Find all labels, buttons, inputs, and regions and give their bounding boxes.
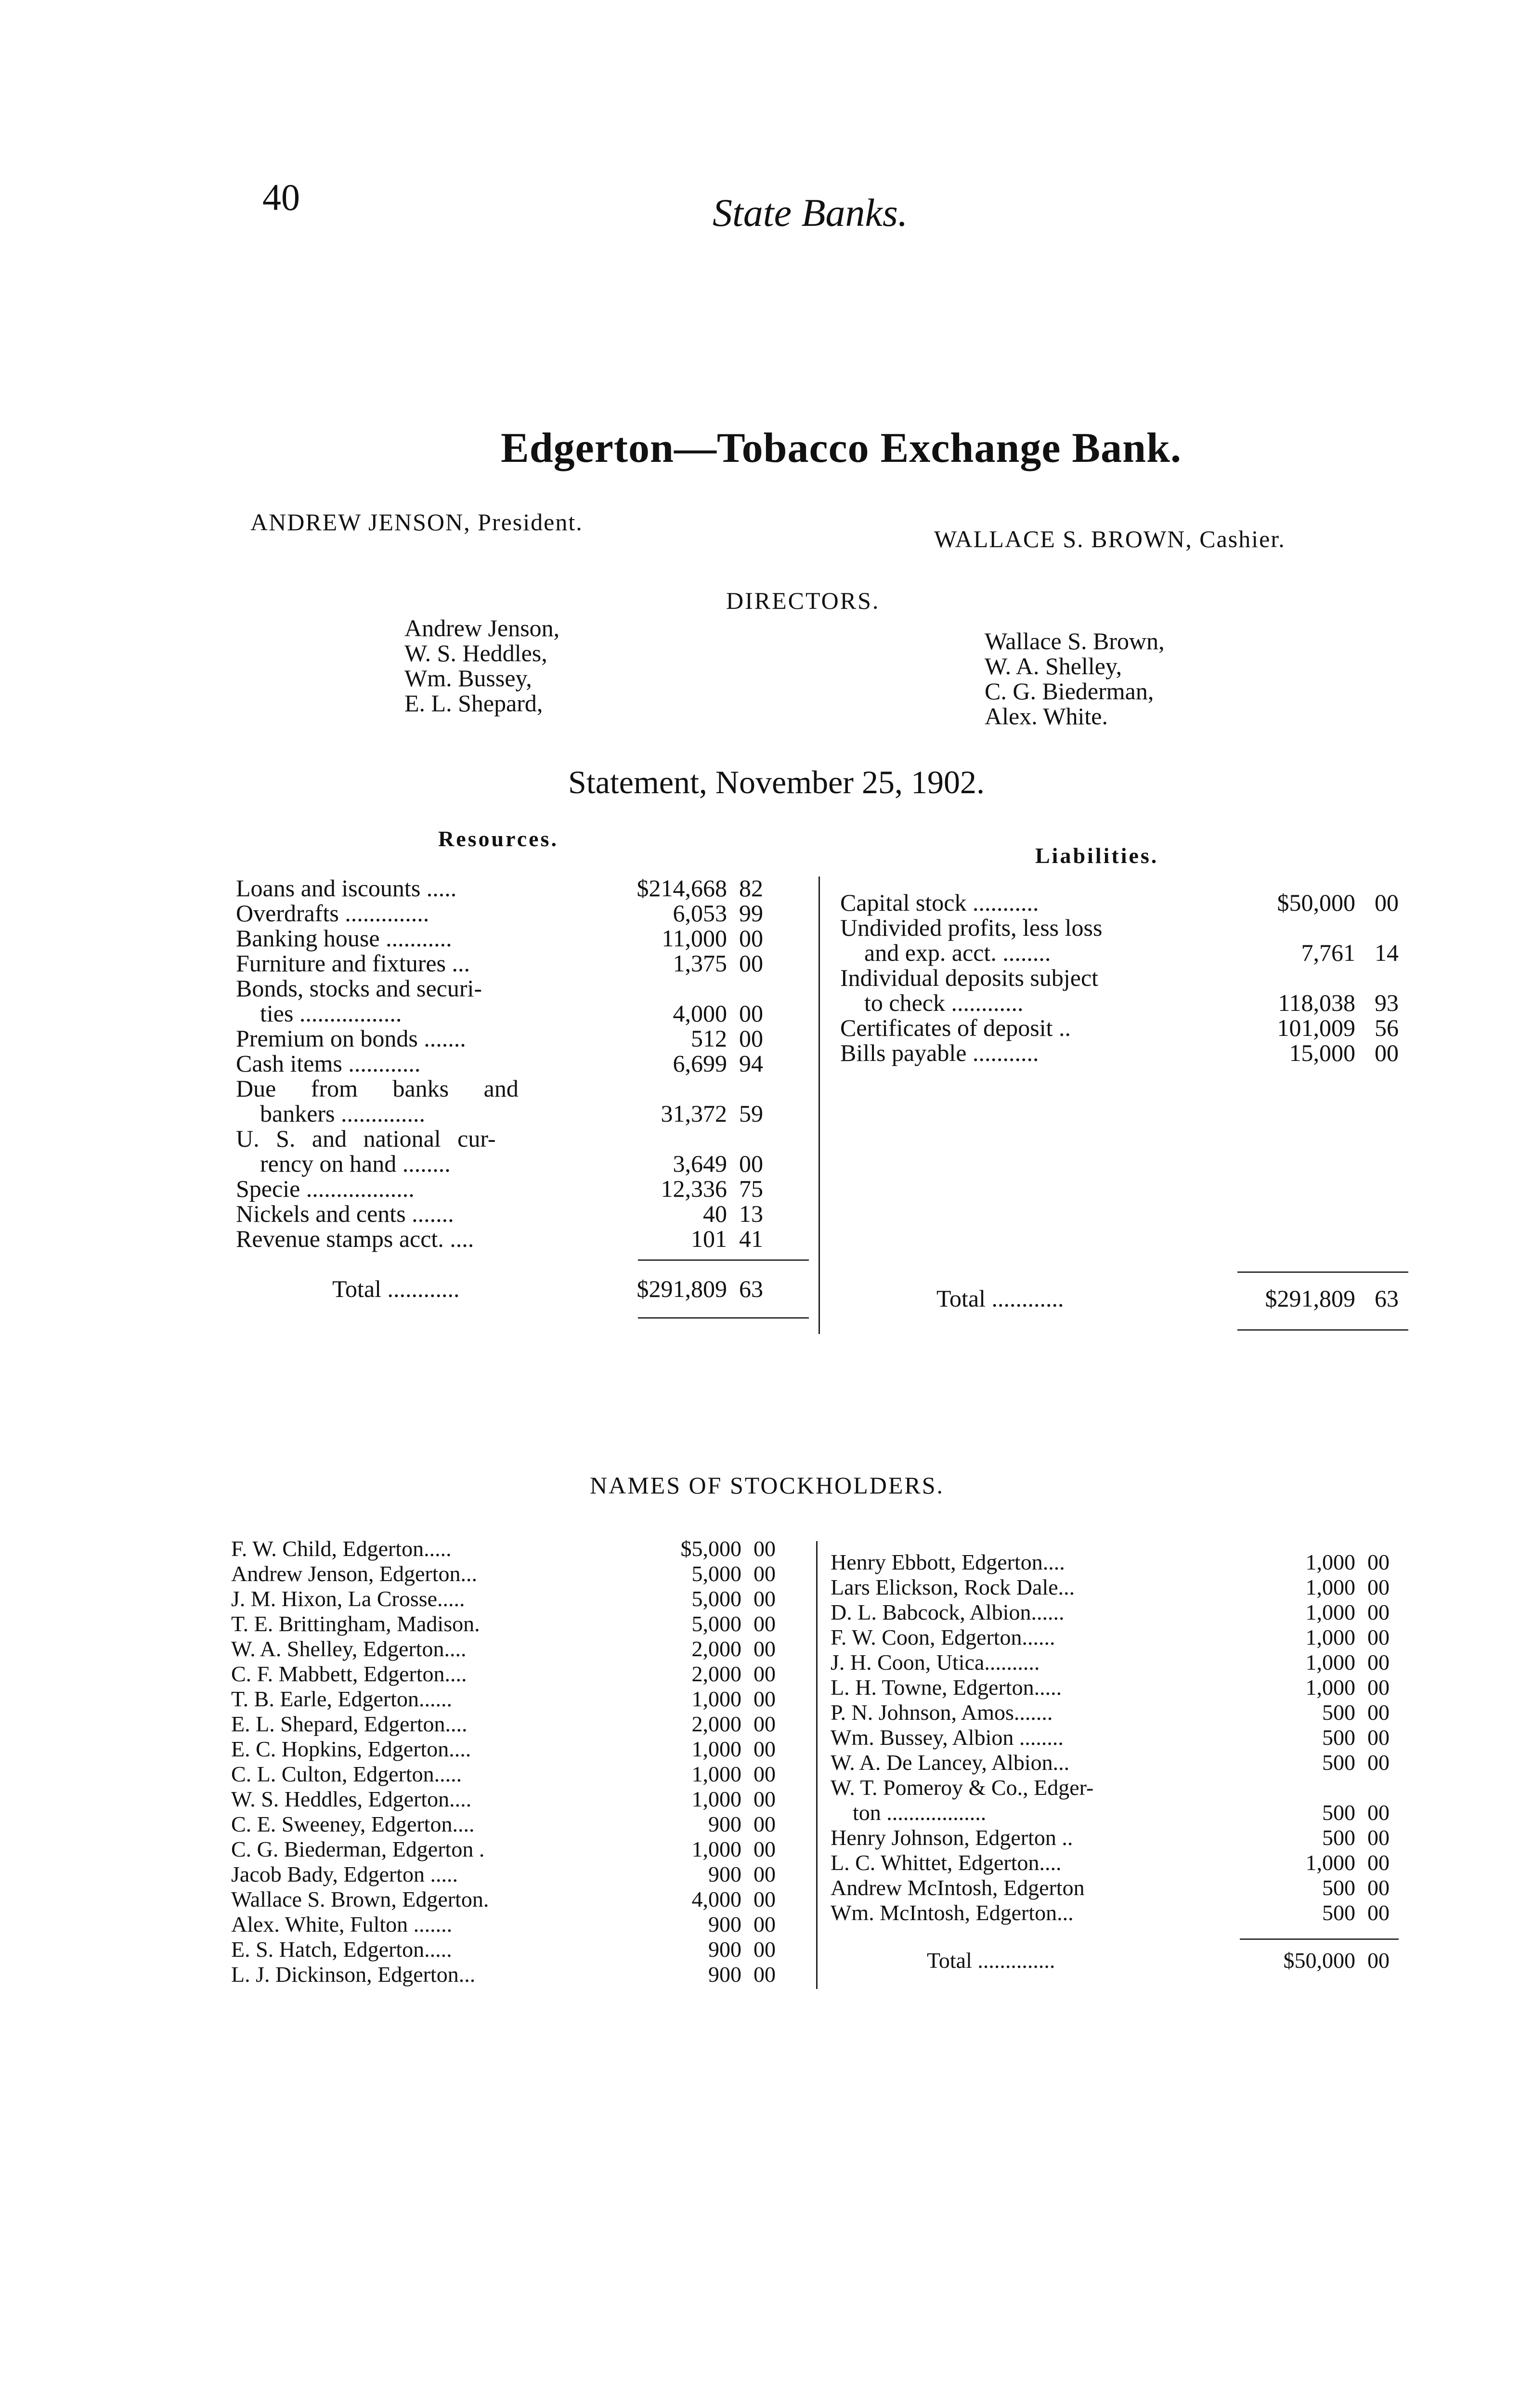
stockholder-cents: 00 [1367,1825,1390,1850]
resources-total-rule [638,1259,809,1261]
liabilities-label: Bills payable ........... [840,1039,1039,1066]
stockholder-cents: 00 [1367,1875,1390,1900]
director-name: C. G. Biederman, [985,678,1154,705]
resources-label: Nickels and cents ....... [236,1200,454,1227]
resources-label: Bonds, stocks and securi- [236,975,482,1002]
stockholder-row [831,1800,1423,1825]
stockholder-cents: 00 [754,1636,776,1661]
liabilities-amount: 101,009 [1277,1014,1355,1041]
stockholder-name: Alex. White, Fulton ....... [231,1912,453,1937]
stockholder-name: E. C. Hopkins, Edgerton.... [231,1737,471,1761]
stockholder-row [831,1850,1423,1875]
director-name: Wm. Bussey, [404,665,532,692]
stockholder-cents: 00 [754,1611,776,1636]
resources-row [236,1151,814,1176]
stockholder-row [231,1611,814,1636]
stockholder-name: W. A. De Lancey, Albion... [831,1750,1070,1775]
stockholder-row [231,1762,814,1787]
liabilities-label: Certificates of deposit .. [840,1014,1071,1041]
liabilities-row [840,915,1423,940]
stockholder-row [231,1586,814,1611]
stockholder-cents: 00 [1367,1800,1390,1825]
stockholder-row [831,1725,1423,1750]
resources-amount: 6,699 [673,1050,727,1077]
liabilities-cents: 00 [1375,889,1399,916]
resources-amount: $214,668 [637,875,727,902]
resources-total-amount: $291,809 [637,1275,727,1302]
liabilities-row [840,990,1423,1015]
resources-heading: Resources. [438,826,559,851]
stockholder-name: Henry Johnson, Edgerton .. [831,1825,1073,1850]
stockholder-amount: 1,000 [1305,1650,1355,1675]
stockholder-amount: 1,000 [1305,1550,1355,1574]
stockholders-total-rule [1240,1938,1399,1940]
stockholder-name: C. L. Culton, Edgerton..... [231,1762,462,1786]
stockholder-amount: 500 [1322,1700,1355,1725]
stockholders-total-amount: $50,000 [1283,1948,1355,1973]
stockholder-row [831,1625,1423,1650]
stockholder-row [831,1825,1423,1850]
president-line: ANDREW JENSON, President. [250,509,583,536]
resources-label: ties ................. [236,1000,402,1027]
stockholder-cents: 00 [1367,1575,1390,1599]
stockholder-name: Wm. Bussey, Albion ........ [831,1725,1064,1750]
directors-right-column [985,628,1165,729]
resources-row [236,926,814,951]
stockholder-cents: 00 [754,1586,776,1611]
running-head: State Banks. [713,191,908,235]
stockholder-name: Henry Ebbott, Edgerton.... [831,1550,1065,1574]
stockholder-row [231,1561,814,1586]
director-name: Andrew Jenson, [404,615,560,641]
stockholder-amount: 1,000 [691,1837,741,1861]
stockholder-amount: 2,000 [691,1636,741,1661]
stockholder-row [831,1675,1423,1700]
liabilities-amount: 15,000 [1289,1039,1355,1066]
liabilities-cents: 93 [1375,989,1399,1016]
stockholder-row [831,1600,1423,1625]
resources-row [236,1026,814,1051]
liabilities-amount: 7,761 [1301,939,1355,966]
stockholder-cents: 00 [1367,1725,1390,1750]
stockholder-row [231,1536,814,1561]
resources-label: Premium on bonds ....... [236,1025,466,1052]
stockholder-amount: 4,000 [691,1887,741,1911]
stockholder-name: Andrew Jenson, Edgerton... [231,1561,478,1586]
stockholder-name: C. G. Biederman, Edgerton . [231,1837,485,1861]
stockholder-name: T. E. Brittingham, Madison. [231,1611,480,1636]
stockholder-amount: 1,000 [1305,1675,1355,1700]
director-name: W. A. Shelley, [985,653,1122,680]
stockholder-name: W. T. Pomeroy & Co., Edger- [831,1775,1094,1800]
stockholder-row [831,1575,1423,1600]
resources-row [236,876,814,901]
stockholder-amount: 900 [708,1962,741,1987]
stockholder-row [831,1900,1423,1925]
resources-label: Banking house ........... [236,925,452,952]
liabilities-heading: Liabilities. [1035,843,1159,868]
resources-cents: 94 [739,1050,763,1077]
stockholders-total-label: Total .............. [927,1948,1055,1973]
stockholder-amount: 5,000 [691,1611,741,1636]
resources-amount: 101 [691,1225,727,1252]
stockholder-cents: 00 [754,1912,776,1937]
stockholder-amount: 900 [708,1912,741,1937]
resources-row [236,1051,814,1076]
stockholder-amount: 900 [708,1812,741,1836]
liabilities-cents: 14 [1375,939,1399,966]
director-name: Wallace S. Brown, [985,628,1165,654]
resources-label: Loans and iscounts ..... [236,875,457,902]
resources-row [236,951,814,976]
liabilities-cents: 00 [1375,1039,1399,1066]
resources-cents: 00 [739,925,763,952]
stockholder-row [231,1912,814,1937]
resources-amount: 12,336 [661,1175,727,1202]
stockholder-amount: 900 [708,1862,741,1886]
stockholder-amount: 500 [1322,1825,1355,1850]
stockholder-name: W. A. Shelley, Edgerton.... [231,1636,467,1661]
resources-label: Revenue stamps acct. .... [236,1225,474,1252]
stockholder-row [231,1687,814,1712]
stockholder-amount: 1,000 [1305,1600,1355,1624]
stockholder-row [231,1787,814,1812]
stockholder-cents: 00 [1367,1900,1390,1925]
stockholder-name: E. L. Shepard, Edgerton.... [231,1712,468,1736]
resources-amount: 6,053 [673,900,727,927]
stockholder-row [231,1737,814,1762]
stockholder-name: D. L. Babcock, Albion...... [831,1600,1065,1624]
stockholder-amount: 5,000 [691,1586,741,1611]
directors-heading: DIRECTORS. [726,587,880,614]
resources-label: Furniture and fixtures ... [236,950,470,977]
stockholder-cents: 00 [1367,1650,1390,1675]
stockholder-amount: 1,000 [691,1687,741,1711]
stockholder-name: Lars Elickson, Rock Dale... [831,1575,1075,1599]
stockholder-amount: $5,000 [680,1536,741,1561]
stockholders-total-row [831,1948,1423,1973]
stockholder-name: J. H. Coon, Utica.......... [831,1650,1040,1675]
director-name: E. L. Shepard, [404,690,543,717]
stockholder-amount: 500 [1322,1875,1355,1900]
liabilities-total-rule [1237,1271,1408,1273]
stockholder-cents: 00 [754,1937,776,1962]
stockholder-cents: 00 [1367,1550,1390,1574]
stockholders-total-cents: 00 [1367,1948,1390,1973]
resources-amount: 1,375 [673,950,727,977]
stockholder-row [831,1550,1423,1575]
stockholder-amount: 1,000 [691,1787,741,1811]
director-name: W. S. Heddles, [404,640,547,667]
resources-label: rency on hand ........ [236,1150,451,1177]
stockholder-name: T. B. Earle, Edgerton...... [231,1687,453,1711]
liabilities-amount: 118,038 [1278,989,1355,1016]
resources-row [236,1076,814,1101]
stockholder-amount: 2,000 [691,1712,741,1736]
liabilities-label: Undivided profits, less loss [840,914,1103,941]
resources-label: U. S. and national cur- [236,1125,496,1152]
stockholder-name: L. J. Dickinson, Edgerton... [231,1962,476,1987]
stockholder-amount: 5,000 [691,1561,741,1586]
stockholder-cents: 00 [754,1687,776,1711]
stockholder-row [231,1862,814,1887]
resources-amount: 11,000 [662,925,727,952]
stockholder-cents: 00 [754,1962,776,1987]
stockholder-cents: 00 [754,1812,776,1836]
liabilities-total-amount: $291,809 [1265,1285,1355,1312]
stockholder-amount: 1,000 [1305,1625,1355,1649]
stockholder-amount: 900 [708,1937,741,1962]
stockholder-row [231,1962,814,1987]
stockholder-row [831,1700,1423,1725]
resources-total-underline [638,1317,809,1319]
stockholder-cents: 00 [1367,1750,1390,1775]
stockholder-amount: 500 [1322,1750,1355,1775]
resources-row [236,1226,814,1251]
liabilities-label: and exp. acct. ........ [840,939,1051,966]
stockholder-row [831,1650,1423,1675]
resources-row [236,1201,814,1226]
resources-label: bankers .............. [236,1100,425,1127]
stockholder-row [231,1636,814,1662]
stockholder-cents: 00 [754,1737,776,1761]
stockholder-row [231,1712,814,1737]
stockholder-cents: 00 [754,1887,776,1911]
stockholder-amount: 2,000 [691,1662,741,1686]
stockholder-name: P. N. Johnson, Amos....... [831,1700,1053,1725]
stockholders-column-divider [816,1541,818,1989]
stockholder-cents: 00 [754,1536,776,1561]
resources-total-label: Total ............ [332,1275,460,1302]
stockholder-row [231,1812,814,1837]
stockholder-row [231,1887,814,1912]
stockholder-cents: 00 [1367,1675,1390,1700]
stockholder-name: Wallace S. Brown, Edgerton. [231,1887,489,1911]
resources-total-row [236,1276,814,1301]
resources-cents: 00 [739,1025,763,1052]
resources-amount: 512 [691,1025,727,1052]
bank-title: Edgerton—Tobacco Exchange Bank. [501,425,1182,471]
stockholder-row [831,1775,1423,1800]
stockholder-cents: 00 [1367,1850,1390,1875]
stockholder-name: Jacob Bady, Edgerton ..... [231,1862,458,1886]
stockholder-amount: 500 [1322,1900,1355,1925]
resources-amount: 31,372 [661,1100,727,1127]
resources-cents: 00 [739,1000,763,1027]
resources-cents: 82 [739,875,763,902]
stockholder-name: L. H. Towne, Edgerton..... [831,1675,1062,1700]
resources-cents: 75 [739,1175,763,1202]
resources-row [236,1101,814,1126]
stockholder-cents: 00 [1367,1600,1390,1624]
liabilities-total-cents: 63 [1375,1285,1399,1312]
stockholder-name: E. S. Hatch, Edgerton..... [231,1937,452,1962]
stockholder-row [831,1750,1423,1775]
resources-label: Due from banks and [236,1075,519,1102]
liabilities-amount: $50,000 [1277,889,1355,916]
stockholder-cents: 00 [754,1712,776,1736]
liabilities-row [840,1015,1423,1040]
stockholder-amount: 1,000 [691,1737,741,1761]
stockholder-amount: 500 [1322,1800,1355,1825]
statement-title: Statement, November 25, 1902. [568,764,985,800]
stockholder-name: ton .................. [831,1800,987,1825]
stockholder-name: Andrew McIntosh, Edgerton [831,1875,1085,1900]
stockholder-amount: 1,000 [691,1762,741,1786]
stockholder-name: Wm. McIntosh, Edgerton... [831,1900,1074,1925]
resources-row [236,1126,814,1151]
resources-row [236,1001,814,1026]
resources-total-cents: 63 [739,1275,763,1302]
liabilities-label: Capital stock ........... [840,889,1039,916]
stockholder-name: J. M. Hixon, La Crosse..... [231,1586,465,1611]
resources-amount: 40 [703,1200,727,1227]
resources-cents: 00 [739,950,763,977]
resources-cents: 41 [739,1225,763,1252]
liabilities-row [840,940,1423,965]
resources-cents: 00 [739,1150,763,1177]
stockholder-name: C. E. Sweeney, Edgerton.... [231,1812,475,1836]
liabilities-total-label: Total ............ [936,1285,1064,1312]
stockholders-heading: NAMES OF STOCKHOLDERS. [590,1472,945,1499]
cashier-line: WALLACE S. BROWN, Cashier. [934,525,1286,552]
resources-row [236,901,814,926]
stockholder-cents: 00 [754,1762,776,1786]
resources-label: Cash items ............ [236,1050,421,1077]
stockholder-amount: 1,000 [1305,1575,1355,1599]
resources-cents: 59 [739,1100,763,1127]
directors-left-column [404,615,559,716]
resources-label: Specie .................. [236,1175,415,1202]
resources-amount: 4,000 [673,1000,727,1027]
stockholder-cents: 00 [1367,1625,1390,1649]
liabilities-row [840,1040,1423,1065]
stockholder-row [231,1662,814,1687]
liabilities-row [840,890,1423,915]
stockholder-name: L. C. Whittet, Edgerton.... [831,1850,1062,1875]
director-name: Alex. White. [985,703,1108,730]
statement-column-divider [818,877,820,1334]
stockholder-name: F. W. Child, Edgerton..... [231,1536,452,1561]
resources-label: Overdrafts .............. [236,900,429,927]
stockholder-cents: 00 [754,1561,776,1586]
stockholder-row [231,1837,814,1862]
liabilities-total-row [840,1286,1423,1311]
stockholder-name: F. W. Coon, Edgerton...... [831,1625,1055,1649]
stockholder-cents: 00 [754,1662,776,1686]
resources-amount: 3,649 [673,1150,727,1177]
stockholder-row [831,1875,1423,1900]
liabilities-row [840,965,1423,990]
stockholder-name: C. F. Mabbett, Edgerton.... [231,1662,467,1686]
liabilities-label: Individual deposits subject [840,964,1099,991]
liabilities-label: to check ............ [840,989,1024,1016]
stockholder-row [231,1937,814,1962]
liabilities-cents: 56 [1375,1014,1399,1041]
page-number: 40 [262,176,300,218]
stockholder-cents: 00 [754,1862,776,1886]
resources-row [236,976,814,1001]
liabilities-total-underline [1237,1329,1408,1331]
resources-cents: 13 [739,1200,763,1227]
stockholder-cents: 00 [1367,1700,1390,1725]
resources-cents: 99 [739,900,763,927]
stockholder-amount: 1,000 [1305,1850,1355,1875]
stockholder-cents: 00 [754,1787,776,1811]
stockholder-amount: 500 [1322,1725,1355,1750]
stockholder-cents: 00 [754,1837,776,1861]
stockholder-name: W. S. Heddles, Edgerton.... [231,1787,472,1811]
resources-row [236,1176,814,1201]
